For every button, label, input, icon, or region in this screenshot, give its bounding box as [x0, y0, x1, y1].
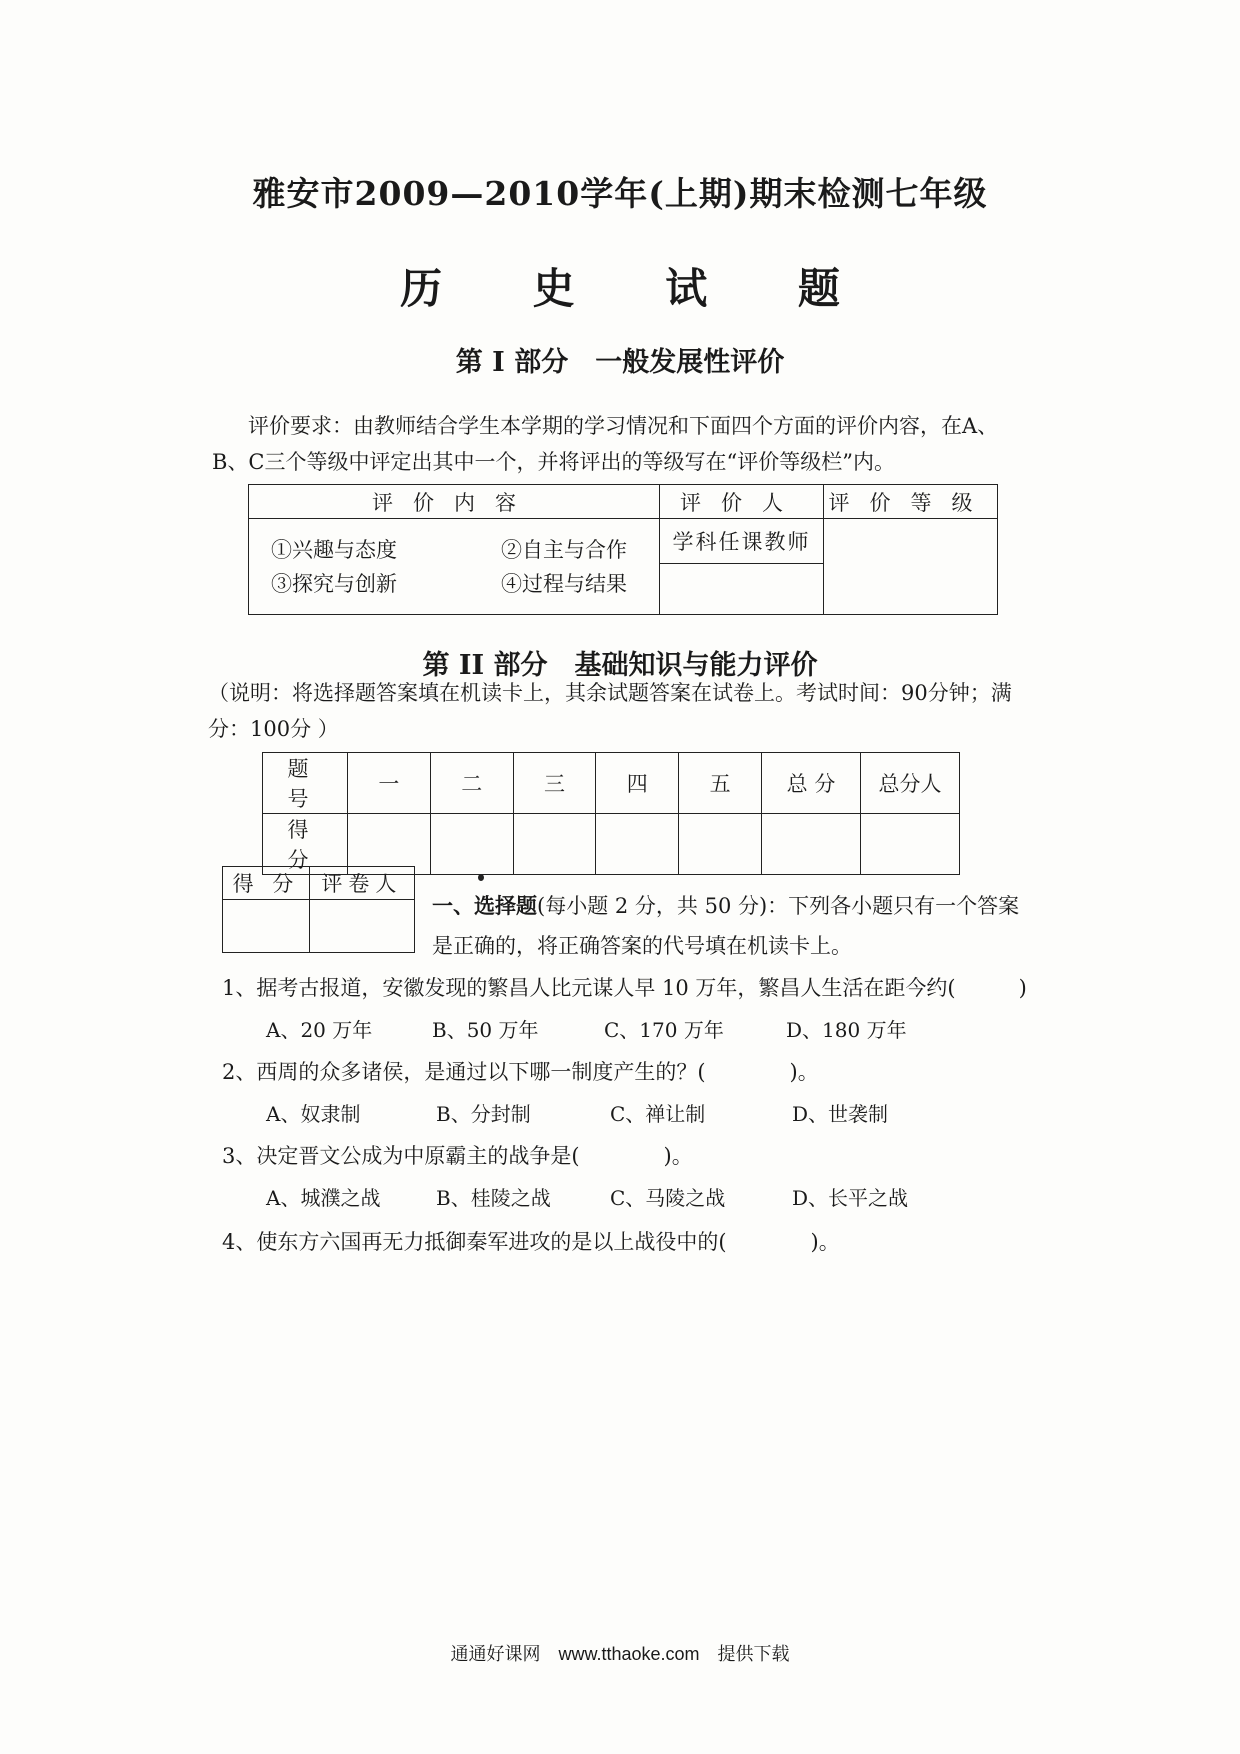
option-row [0, 1182, 1240, 1210]
score-header: 三 [513, 753, 596, 814]
option[interactable]: B、桂陵之战 [436, 1186, 551, 1210]
score-header: 总分人 [861, 753, 960, 814]
eval-items-cell [249, 519, 660, 615]
grader-name-label: 评卷人 [309, 867, 414, 900]
score-header: 总 分 [762, 753, 861, 814]
score-cell[interactable] [679, 814, 762, 875]
option-row [0, 1098, 1240, 1126]
score-cell[interactable] [762, 814, 861, 875]
score-header: 一 [348, 753, 431, 814]
question-stem: 1、据考古报道，安徽发现的繁昌人比元谋人早 10 万年，繁昌人生活在距今约( ) [222, 976, 1027, 1000]
option-row [0, 1014, 1240, 1042]
option[interactable]: C、170 万年 [604, 1018, 724, 1042]
eval-signature-cell[interactable] [660, 564, 824, 615]
score-cell[interactable] [430, 814, 513, 875]
evaluation-table [248, 484, 998, 615]
part1-instructions: 评价要求：由教师结合学生本学期的学习情况和下面四个方面的评价内容，在A、B、C三个等级中评定出其中一个，并将评出的等级写在“评价等级栏”内。 [212, 414, 999, 474]
eval-item: ④过程与结果 [501, 571, 627, 596]
score-cell[interactable] [513, 814, 596, 875]
score-header: 五 [679, 753, 762, 814]
question-stem: 2、西周的众多诸侯，是通过以下哪一制度产生的？( )。 [222, 1060, 819, 1084]
part2-heading: 第 II 部分 基础知识与能力评价 [422, 650, 818, 681]
grader-score-label: 得 分 [223, 867, 310, 900]
option[interactable]: B、分封制 [436, 1102, 531, 1126]
part1-heading: 第 I 部分 一般发展性评价 [455, 347, 785, 378]
exam-title: 雅安市2009—2010学年(上期)期末检测七年级 [252, 174, 988, 213]
eval-header-content: 评价内容 [249, 485, 660, 519]
score-header: 二 [430, 753, 513, 814]
score-cell[interactable] [861, 814, 960, 875]
option[interactable]: A、20 万年 [266, 1018, 373, 1042]
eval-header-evaluator: 评价人 [660, 485, 824, 519]
option[interactable]: A、奴隶制 [266, 1102, 361, 1126]
score-table [262, 752, 960, 875]
eval-grade-cell[interactable] [824, 519, 998, 615]
option[interactable]: C、禅让制 [610, 1102, 706, 1126]
score-header: 四 [596, 753, 679, 814]
question-stem: 3、决定晋文公成为中原霸主的战争是( )。 [222, 1144, 693, 1168]
grader-score-cell[interactable] [223, 900, 310, 953]
option[interactable]: C、马陵之战 [610, 1186, 726, 1210]
footer-credit: 通通好课网 www.tthaoke.com 提供下载 [450, 1644, 790, 1664]
eval-evaluator-name: 学科任课教师 [660, 519, 824, 564]
subject-title: 历 史 试 题 [400, 264, 878, 313]
grader-box [222, 866, 415, 953]
option[interactable]: D、180 万年 [786, 1018, 907, 1042]
eval-item: ①兴趣与态度 [271, 537, 397, 562]
eval-header-grade: 评价等级 [824, 485, 998, 519]
option[interactable]: A、城濮之战 [266, 1186, 381, 1210]
question-stem: 4、使东方六国再无力抵御秦军进攻的是以上战役中的( )。 [222, 1230, 840, 1254]
eval-item: ③探究与创新 [271, 571, 397, 596]
score-header: 题 号 [263, 753, 348, 814]
score-cell[interactable] [596, 814, 679, 875]
option[interactable]: D、世袭制 [792, 1102, 889, 1126]
eval-item: ②自主与合作 [501, 537, 627, 562]
part2-note: （说明：将选择题答案填在机读卡上，其余试题答案在试卷上。考试时间：90分钟；满分：100分 ） [208, 681, 1012, 741]
option[interactable]: D、长平之战 [792, 1186, 909, 1210]
option[interactable]: B、50 万年 [432, 1018, 539, 1042]
ink-speck [478, 874, 484, 881]
section-title: 一、选择题 [432, 893, 537, 918]
score-row-label: 得 分 [263, 814, 348, 875]
section-intro [432, 886, 1032, 966]
grader-name-cell[interactable] [309, 900, 414, 953]
section-desc: (每小题 2 分，共 50 分)：下列各小题只有一个答案是正确的，将正确答案的代号填在机读卡上。 [432, 894, 1020, 958]
